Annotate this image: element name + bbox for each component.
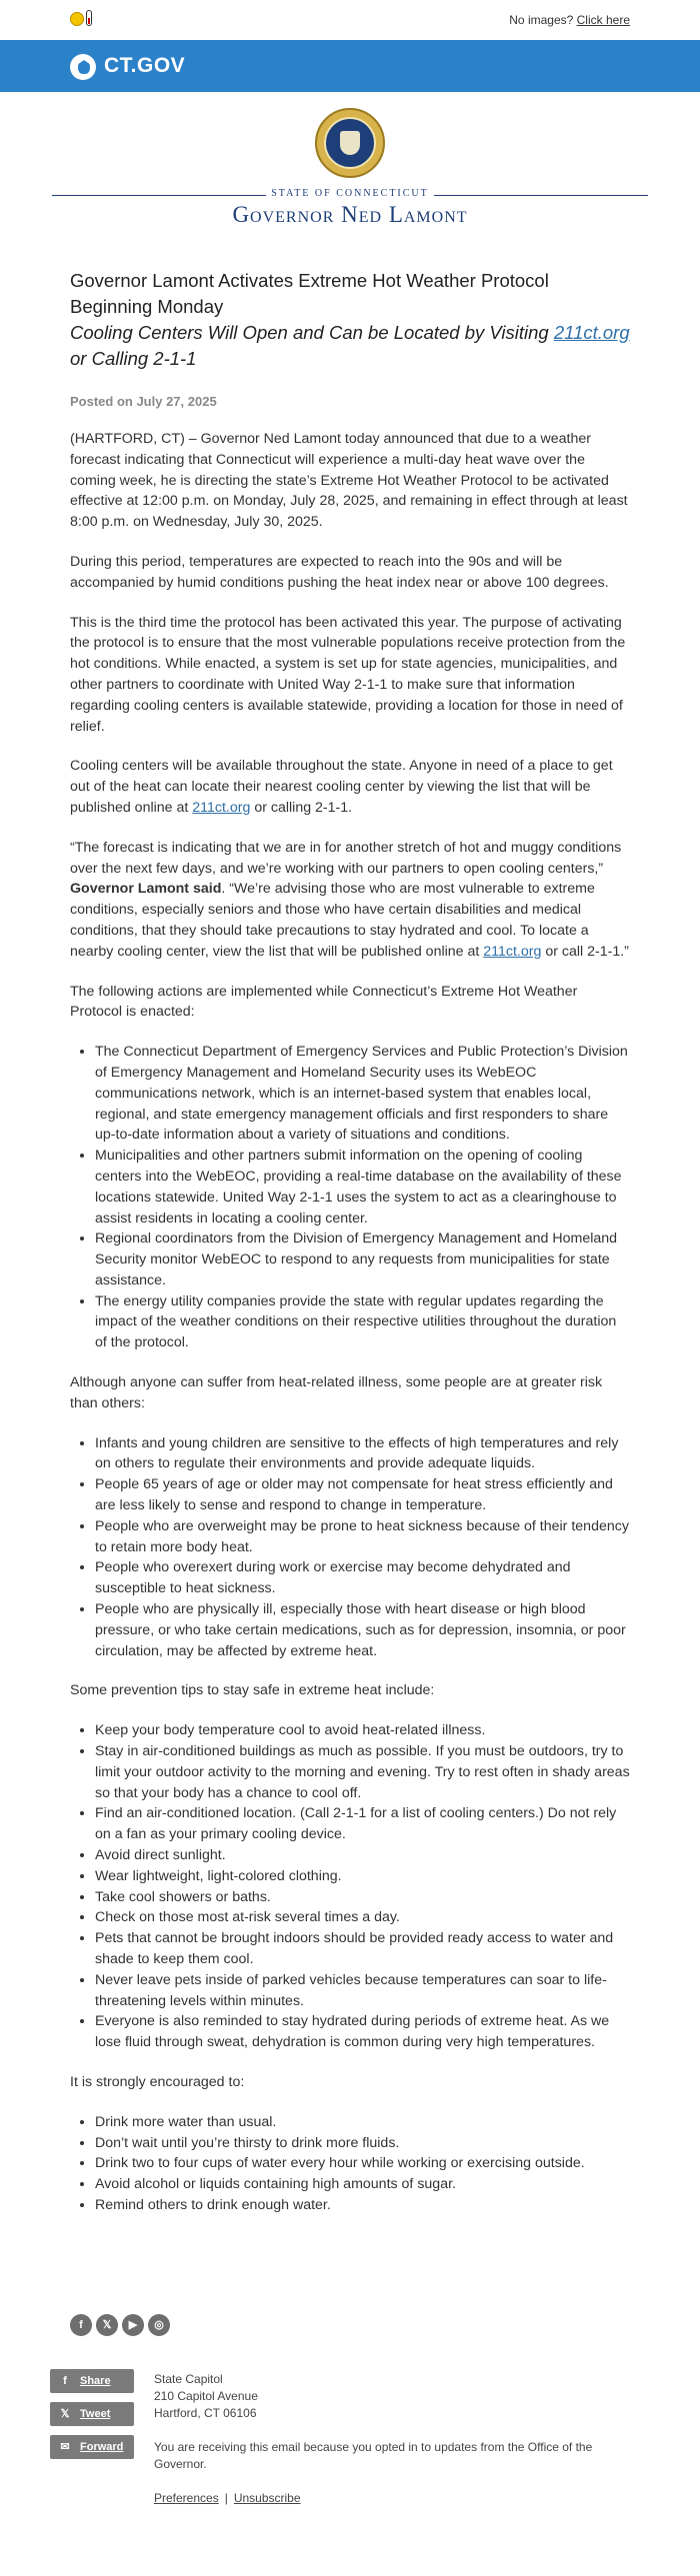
list-item: • Drink more water than usual.: [95, 2112, 630, 2133]
forward-button[interactable]: ✉ Forward: [50, 2435, 134, 2459]
address-line: Hartford, CT 06106: [154, 2406, 257, 2420]
paragraph-quote: “The forecast is indicating that we are in for another stretch of hot and muggy conditions over the next few days, and we’re working with our partners to open cooling centers,” Governor Lamont said. “We’re advising those who are most vulnerable to extreme conditions, especially seniors and those who have certain disabilities and medical conditions, that they should take precautions to stay hydrated and cool. To locate a nearby cooling center, view the list that will be published online at 211ct.org or call 2-1-1.”: [70, 839, 629, 960]
youtube-icon[interactable]: ▶: [122, 2314, 144, 2336]
tweet-button[interactable]: 𝕏 Tweet: [50, 2402, 134, 2426]
seal-governor-name: Governor Ned Lamont: [232, 202, 468, 227]
list-item: • People 65 years of age or older may not compensate for heat stress efficiently and are less likely to sense and respond to change in temperature.: [95, 1474, 630, 1516]
list-item: • Pets that cannot be brought indoors should be provided ready access to water and shade to keep them cool.: [95, 1928, 630, 1970]
envelope-icon: ✉: [60, 2441, 70, 2453]
footer-info: [154, 2371, 634, 2507]
paragraph-protocol: This is the third time the protocol has been activated this year. The purpose of activating the protocol is to ensure that the most vulnerable populations receive protection from the hot conditions. While enacted, a system is set up for state agencies, municipalities, and other partners to coordinate with United Way 2-1-1 to make sure that information regarding cooling centers is available statewide, providing a location for those in need of relief.: [70, 614, 626, 735]
governor-seal-banner: [0, 92, 700, 247]
seal-state-line: STATE OF CONNECTICUT: [271, 188, 429, 199]
paragraph-cooling-centers: Cooling centers will be available throughout the state. Anyone in need of a place to get out of the heat can locate their nearest cooling center by viewing the list that will be published online at 211ct.org or calling 2-1-1.: [70, 758, 613, 816]
article-subtitle: Cooling Centers Will Open and Can be Located by Visiting 211ct.org or Calling 2-1-1: [70, 322, 630, 369]
state-seal-icon: [315, 108, 385, 178]
brand-name[interactable]: CT.GOV: [104, 54, 186, 77]
list-item: • Municipalities and other partners submit information on the opening of cooling centers into the WebEOC, providing a real-time database on the availability of these locations statewide. United Way 2-1-1 uses the system to act as a clearinghouse to assist residents in locating a cooling center.: [95, 1146, 630, 1229]
x-twitter-icon: 𝕏: [60, 2408, 70, 2420]
paragraph-encouraged: It is strongly encouraged to:: [70, 2073, 245, 2090]
list-item: • People who are overweight may be prone to heat sickness because of their tendency to retain more body heat.: [95, 1516, 630, 1558]
click-here-link[interactable]: Click here: [576, 13, 630, 27]
subtitle-211ct-link[interactable]: 211ct.org: [553, 322, 630, 343]
hydration-list: [70, 2112, 630, 2216]
list-item: • Keep your body temperature cool to avoid heat-related illness.: [95, 1720, 630, 1741]
header-bar: [0, 40, 700, 92]
ct-logo-icon[interactable]: [70, 54, 96, 80]
no-images-notice: No images? Click here: [509, 13, 630, 27]
paragraph-intro: (HARTFORD, CT) – Governor Ned Lamont today announced that due to a weather forecast indicating that Connecticut will experience a multi-day heat wave over the coming week, he is directing the state’s Extreme Hot Weather Protocol to be activated effective at 12:00 p.m. on Monday, July 28, 2025, and remaining in effect through at least 8:00 p.m. on Wednesday, July 30, 2025.: [70, 431, 628, 531]
risks-list: [70, 1433, 630, 1662]
list-item: • Stay in air-conditioned buildings as much as possible. If you must be outdoors, try to limit your outdoor activity to the morning and evening. Try to rest often in shady areas so that your body has a chance to cool off.: [95, 1741, 630, 1803]
list-item: • Remind others to drink enough water.: [95, 2195, 630, 2216]
subscription-notice: You are receiving this email because you opted in to updates from the Office of the Governor.: [154, 2440, 593, 2471]
tips-list: [70, 1720, 630, 2053]
x-twitter-icon[interactable]: 𝕏: [96, 2314, 118, 2336]
unsubscribe-link[interactable]: Unsubscribe: [233, 2491, 301, 2505]
list-item: • Drink two to four cups of water every hour while working or exercising outside.: [95, 2153, 630, 2174]
paragraph-forecast: During this period, temperatures are expected to reach into the 90s and will be accompanied by humid conditions pushing the heat index near or above 100 degrees.: [70, 553, 609, 591]
preferences-link[interactable]: Preferences: [154, 2491, 219, 2505]
article-title: Governor Lamont Activates Extreme Hot Weather Protocol Beginning Monday: [70, 270, 549, 317]
facebook-icon[interactable]: f: [70, 2314, 92, 2336]
paragraph-risk-intro: Although anyone can suffer from heat-related illness, some people are at greater risk than others:: [70, 1374, 603, 1411]
list-item: • Check on those most at-risk several times a day.: [95, 1907, 630, 1928]
footer-links: Preferences | Unsubscribe: [154, 2491, 301, 2505]
cooling-211ct-link[interactable]: 211ct.org: [192, 799, 251, 816]
list-item: • The Connecticut Department of Emergency Services and Public Protection’s Division of Emergency Management and Homeland Security uses its WebEOC communications network, which is an internet-based system that enables local, regional, and state emergency management officials and first responders to share up-to-date information about a variety of situations and conditions.: [95, 1042, 630, 1146]
social-links: [70, 2314, 174, 2336]
list-item: • Never leave pets inside of parked vehicles because temperatures can soar to life-threatening levels within minutes.: [95, 1970, 630, 2012]
share-buttons: [50, 2369, 134, 2468]
list-item: • Infants and young children are sensitive to the effects of high temperatures and rely on others to regulate their environments and provide adequate liquids.: [95, 1433, 630, 1475]
address-line: State Capitol: [154, 2372, 223, 2386]
list-item: • Avoid direct sunlight.: [95, 1845, 630, 1866]
preheader: [0, 0, 700, 40]
list-item: • Avoid alcohol or liquids containing high amounts of sugar.: [95, 2174, 630, 2195]
list-item: • Regional coordinators from the Division of Emergency Management and Homeland Security monitor WebEOC to respond to any requests from municipalities for state assistance.: [95, 1229, 630, 1290]
share-button[interactable]: f Share: [50, 2369, 134, 2393]
list-item: • Find an air-conditioned location. (Call 2-1-1 for a list of cooling centers.) Do not rely on a fan as your primary cooling device.: [95, 1803, 630, 1845]
address-line: 210 Capitol Avenue: [154, 2389, 258, 2403]
instagram-icon[interactable]: ◎: [148, 2314, 170, 2336]
list-item: • Don’t wait until you’re thirsty to drink more fluids.: [95, 2133, 630, 2154]
list-item: • Take cool showers or baths.: [95, 1887, 630, 1908]
paragraph-actions-intro: The following actions are implemented while Connecticut’s Extreme Hot Weather Protocol is enacted:: [70, 983, 578, 1021]
article-body: [70, 268, 630, 2216]
sun-icon: [70, 12, 84, 26]
list-item: • The energy utility companies provide the state with regular updates regarding the impact of the weather conditions on their respective utilities throughout the duration of the protocol.: [95, 1291, 630, 1353]
list-item: • Wear lightweight, light-colored clothing.: [95, 1866, 630, 1887]
facebook-icon: f: [63, 2375, 67, 2387]
thermometer-icon: [86, 10, 92, 26]
list-item: • Everyone is also reminded to stay hydrated during periods of extreme heat. As we lose fluid through sweat, dehydration is common during very high temperatures.: [95, 2011, 630, 2053]
paragraph-tips-intro: Some prevention tips to stay safe in extreme heat include:: [70, 1682, 435, 1699]
quote-211ct-link[interactable]: 211ct.org: [483, 943, 542, 960]
list-item: • People who are physically ill, especially those with heart disease or high blood pressure, or who take certain medications, such as for depression, insomnia, or poor circulation, may be affected by extreme heat.: [95, 1599, 630, 1661]
list-item: • People who overexert during work or exercise may become dehydrated and susceptible to heat sickness.: [95, 1557, 630, 1599]
actions-list: [70, 1042, 630, 1353]
posted-date: Posted on July 27, 2025: [70, 394, 217, 409]
